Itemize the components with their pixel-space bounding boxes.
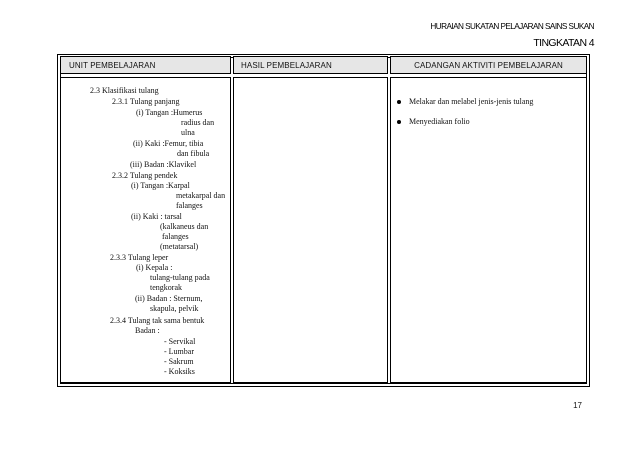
unit-line: 2.3.1 Tulang panjang — [112, 97, 180, 106]
unit-line: 2.3.3 Tulang leper — [110, 253, 169, 262]
unit-line: radius dan — [181, 118, 215, 127]
unit-line: Badan : — [135, 326, 160, 335]
unit-line: tulang-tulang pada — [150, 273, 210, 282]
unit-line: falanges — [162, 232, 189, 241]
column-header-hasil: HASIL PEMBELAJARAN — [233, 56, 388, 74]
unit-line: 2.3 Klasifikasi tulang — [90, 86, 159, 95]
document-subtitle: TINGKATAN 4 — [533, 37, 594, 49]
unit-line: 2.3.4 Tulang tak sama bentuk — [110, 316, 205, 325]
unit-line: falanges — [176, 201, 203, 210]
unit-line: (i) Tangan :Karpal — [131, 181, 190, 190]
unit-line: (ii) Kaki : tarsal — [131, 212, 182, 221]
page-number: 17 — [573, 401, 582, 410]
unit-line: (kalkaneus dan — [160, 222, 209, 231]
document-header — [430, 22, 594, 49]
unit-line: - Servikal — [164, 337, 196, 346]
column-header-unit: UNIT PEMBELAJARAN — [60, 56, 231, 74]
bullet-icon — [397, 120, 401, 124]
unit-line: - Sakrum — [164, 357, 194, 366]
column-header-cadangan: CADANGAN AKTIVITI PEMBELAJARAN — [390, 56, 587, 74]
unit-line: skapula, pelvik — [150, 304, 199, 313]
unit-line: (metatarsal) — [160, 242, 199, 251]
unit-line: ulna — [181, 128, 195, 137]
unit-line: metakarpal dan — [176, 191, 226, 200]
unit-line: (i) Kepala : — [136, 263, 173, 272]
hasil-cell — [233, 77, 388, 383]
unit-line: - Koksiks — [164, 367, 195, 376]
unit-line: (i) Tangan :Humerus — [136, 108, 203, 117]
bullet-icon — [397, 100, 401, 104]
unit-line: (iii) Badan :Klavikel — [130, 160, 197, 169]
unit-line: dan fibula — [177, 149, 210, 158]
unit-line: tengkorak — [150, 283, 182, 292]
unit-line: (ii) Badan : Sternum, — [135, 294, 203, 303]
unit-line: 2.3.2 Tulang pendek — [112, 171, 178, 180]
unit-line: (ii) Kaki :Femur, tibia — [133, 139, 204, 148]
activity-text: Menyediakan folio — [409, 117, 470, 126]
unit-line: - Lumbar — [164, 347, 194, 356]
document-title: HURAIAN SUKATAN PELAJARAN SAINS SUKAN — [430, 22, 594, 31]
activity-text: Melakar dan melabel jenis-jenis tulang — [409, 97, 534, 106]
